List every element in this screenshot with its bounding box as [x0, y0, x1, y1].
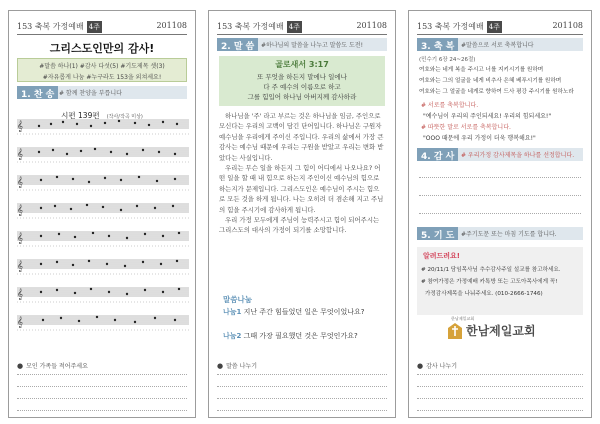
write-line[interactable] [419, 177, 581, 178]
svg-text:𝄞: 𝄞 [17, 317, 23, 328]
footer-family [17, 359, 187, 417]
section-blessing-label: 3. 축 복 [417, 38, 458, 51]
notice-title: 알려드려요! [423, 252, 461, 260]
blessing-line-3: 여호와는 그 얼굴을 네게로 향하여 드사 평강 주시기를 원하노라 [419, 89, 574, 95]
footer-thanks-label: 감사 나누기 [426, 363, 457, 370]
svg-text:𝄞: 𝄞 [17, 121, 23, 132]
footer-word-label: 말씀 나누기 [226, 363, 257, 370]
sermon-paragraph: 우리 가정 모두에게 주님이 능력주시고 힘이 되어주시는 그리스도의 대사의 가정이 되기를 소망합니다. [219, 216, 380, 235]
hashtag-line-1: #말씀 하나(1) #감사 다섯(5) #기도제목 셋(3) [39, 63, 165, 70]
church-name: 한남제일교회 [466, 324, 536, 338]
share-question-1 [223, 307, 364, 317]
section-thanks-text: # 우리가정 감사제목을 하나를 선정합니다. [461, 152, 575, 159]
section-thanks [417, 148, 583, 161]
verse-line-2: 다 주 예수의 이름으로 하고 [263, 83, 341, 91]
share-question-2 [223, 331, 358, 341]
header-divider [17, 34, 187, 35]
header-date: 201108 [156, 21, 187, 30]
page-panel-1 [8, 10, 196, 418]
svg-text:𝄞: 𝄞 [17, 289, 23, 300]
share-q1-label: 나눔1 [223, 308, 242, 316]
section-blessing [417, 38, 583, 51]
page-header [417, 19, 583, 33]
week-badge: 4주 [488, 23, 500, 31]
header-title: 153 축복 가정예배 [417, 22, 484, 31]
page-panel-3 [408, 10, 592, 418]
hymn-subtitle: (작사/작곡 미상) [106, 114, 143, 120]
church-name-small: 한남제일교회 [451, 316, 475, 321]
staff-6 [17, 260, 189, 268]
verse-box [219, 56, 385, 106]
header-title: 153 축복 가정예배 [17, 22, 84, 31]
sermon-text [219, 111, 385, 236]
hashtag-box [17, 58, 187, 82]
svg-text:𝄞: 𝄞 [17, 177, 23, 188]
header-date: 201108 [356, 21, 387, 30]
write-line[interactable] [17, 374, 187, 375]
svg-text:𝄞: 𝄞 [17, 261, 23, 272]
write-line[interactable] [419, 213, 581, 214]
write-line[interactable] [217, 410, 387, 411]
section-word [217, 38, 387, 51]
section-hymn-label: 1. 찬 송 [17, 86, 58, 99]
section-prayer-text: #주기도문 또는 마침 기도를 합니다. [461, 231, 557, 238]
section-hymn-text: # 함께 찬양을 부릅니다 [59, 90, 122, 97]
write-line[interactable] [417, 374, 583, 375]
thanks-lines [419, 165, 581, 221]
bullet-icon: ● [417, 362, 424, 370]
write-line[interactable] [217, 374, 387, 375]
blessing-note-2: # 따뜻한 말로 서로를 축복합니다. [421, 124, 511, 131]
church-emblem-icon [447, 322, 463, 340]
staff-2 [17, 148, 189, 156]
write-line[interactable] [419, 195, 581, 196]
hymn-title: 시편 139편 [61, 111, 100, 120]
footer-thanks-share [417, 359, 583, 417]
notice-item-3: 가정감사제목을 나눠주세요. (010-2666-1746) [425, 291, 543, 297]
header-date: 201108 [552, 21, 583, 30]
verse-line-3: 그를 힘입어 하나님 아버지께 감사하라 [247, 93, 357, 101]
blessing-note-1: # 서로를 축복합니다. [421, 102, 479, 109]
write-line[interactable] [417, 410, 583, 411]
bullet-icon: ● [217, 362, 224, 370]
write-line[interactable] [417, 398, 583, 399]
section-prayer-label: 5. 기 도 [417, 227, 458, 240]
svg-text:𝄞: 𝄞 [17, 233, 23, 244]
page-header [217, 19, 387, 33]
hashtag-line-2: #자유롭게 나눔 #누구라도 153을 외쳐세요! [42, 74, 162, 81]
section-word-text: #하나님의 말씀을 나누고 말씀도 도전! [261, 42, 364, 49]
week-badge: 4주 [288, 23, 300, 31]
notice-box [417, 247, 583, 315]
blessing-line-2: 여호와는 그의 얼굴을 네게 비추사 은혜 베푸시기를 원하며 [419, 78, 562, 84]
footer-family-label: 모인 가족들 적어주세요 [26, 363, 88, 370]
svg-text:𝄞: 𝄞 [17, 149, 23, 160]
footer-word-share [217, 359, 387, 417]
share-q2-text: 그때 가장 필요했던 것은 무엇인가요? [243, 332, 358, 340]
bullet-icon: ● [17, 362, 24, 370]
section-thanks-label: 4. 감 사 [417, 148, 458, 161]
notice-item-1: # 20/11/1 담임목사님 추수감사주일 설교를 참고하세요. [421, 267, 561, 273]
section-prayer [417, 227, 583, 240]
section-blessing-text: #말씀으로 서로 축복합니다 [461, 42, 534, 49]
sermon-paragraph: 우리는 무슨 일을 하든지 그 힘이 어디에서 나오나요? 어떤 일을 할 때 내 힘으로 하는지 주인이신 예수님의 힘으로 하는지가 문제입니다. 그리스도인은 예수님이 주시는 힘으로 모든 것을 하게 됩니다. 나는 오히려 더 겸손해 지고 주님의 힘을 주시기에 감사하게 됩니다. [219, 164, 384, 214]
blessing-quote-1: "예수님이 우리의 주인되세요! 우리의 힘되세요!" [423, 113, 552, 120]
write-line[interactable] [17, 398, 187, 399]
header-title: 153 축복 가정예배 [217, 22, 284, 31]
blessing-line-1: 여호와는 네게 복을 주시고 너를 지키시기를 원하며 [419, 67, 544, 73]
header-divider [417, 34, 583, 35]
sermon-paragraph: 하나님을 '주' 라고 부르는 것은 하나님을 임금, 주인으로 모신다는 우리의 고백이 담긴 단어입니다. 하나님은 구원자 예수님을 우리에게 주이신 주입니다. 우리의 삶에서 가장 큰 감사는 예수님 때문에 우리는 구원을 받았고 우리는 변화 받았다는 사실입니다. [219, 112, 384, 162]
share-title: 말씀나눔 [223, 295, 252, 304]
week-badge: 4주 [88, 23, 100, 31]
write-line[interactable] [217, 386, 387, 387]
blessing-reference: (민수기 6장 24~26절) [419, 57, 476, 63]
write-line[interactable] [417, 386, 583, 387]
svg-text:𝄞: 𝄞 [17, 205, 23, 216]
church-logo [447, 316, 567, 342]
page-panel-2 [208, 10, 396, 418]
sheet-music [17, 114, 189, 342]
write-line[interactable] [217, 398, 387, 399]
share-q1-text: 지난 주간 힘들었던 일은 무엇이었나요? [243, 308, 365, 316]
verse-line-1: 또 무엇을 하든지 말에나 일에나 [257, 73, 347, 81]
blessing-quote-2: "OOO 때문에 우리 가정이 더욱 행복해요!" [423, 135, 536, 142]
share-q2-label: 나눔2 [223, 332, 242, 340]
section-word-label: 2. 말 씀 [217, 38, 258, 51]
notice-item-2: # 참여가정은 가정예배 카톡방 또는 고도아목사에게 꼭! [421, 279, 558, 285]
write-line[interactable] [17, 386, 187, 387]
verse-reference: 골로새서 3:17 [275, 60, 329, 69]
header-divider [217, 34, 387, 35]
main-title: 그리스도인만의 감사! [49, 42, 155, 55]
page-header [17, 19, 187, 33]
write-line[interactable] [17, 410, 187, 411]
section-hymn [17, 86, 187, 99]
staff-3 [17, 176, 189, 184]
